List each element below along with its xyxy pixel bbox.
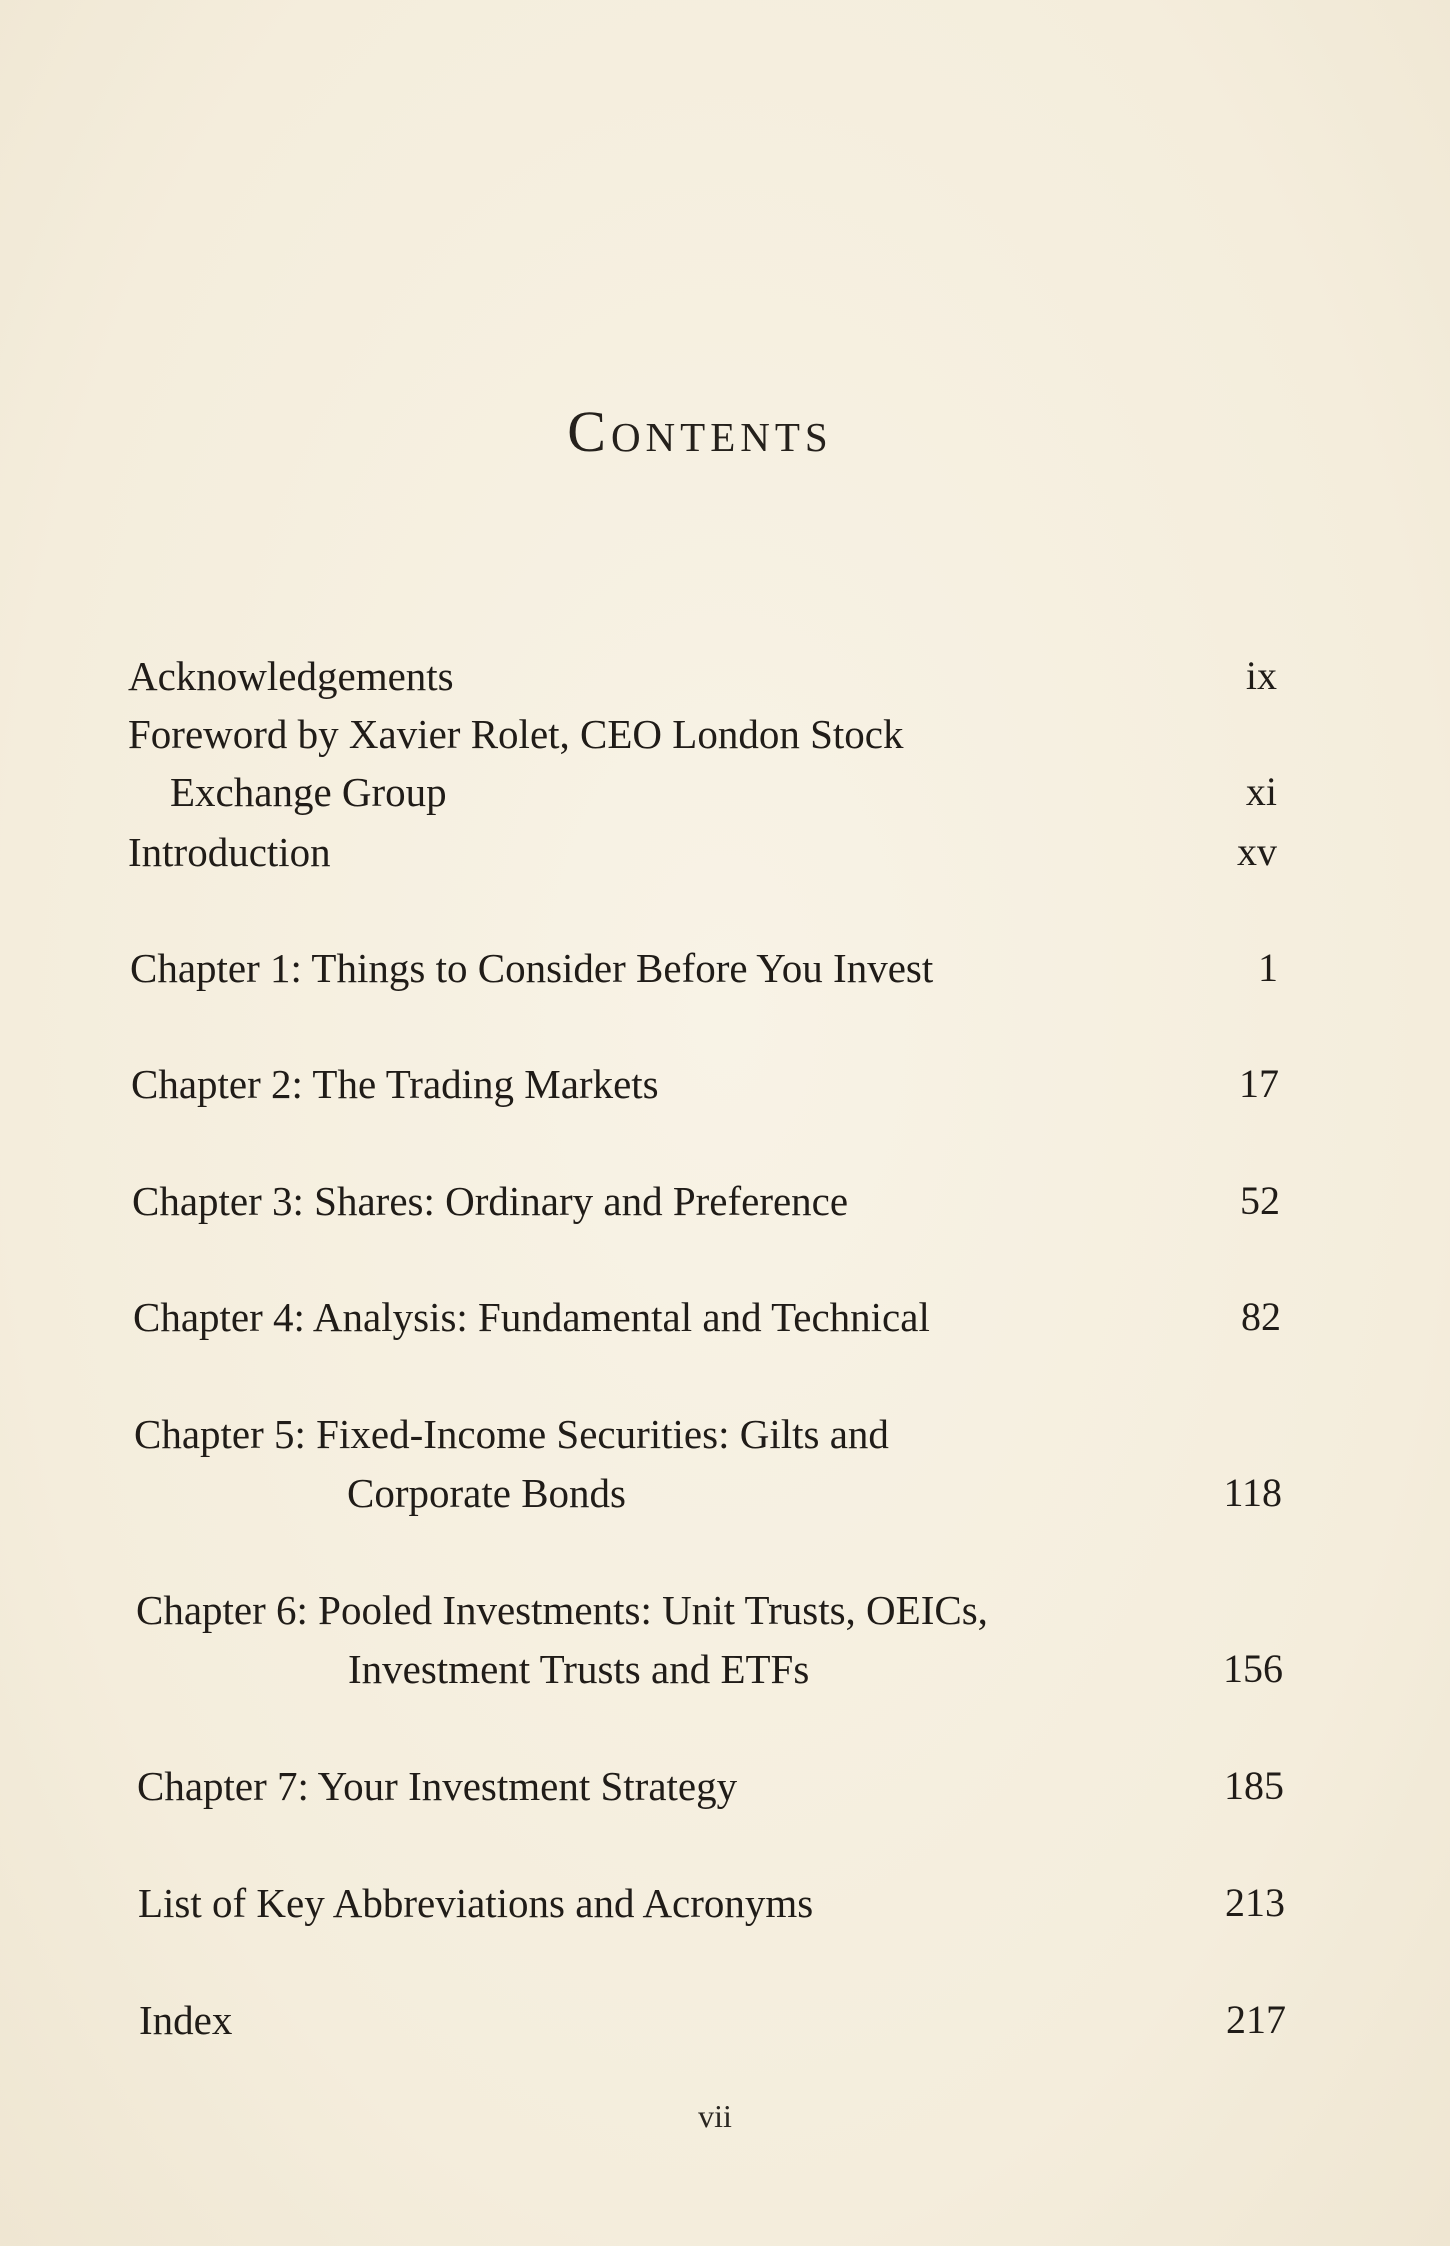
toc-page-foreword: xi	[1245, 769, 1277, 814]
toc-page-index: 217	[1226, 1997, 1286, 2042]
toc-page-chapter-6: 156	[1223, 1646, 1283, 1691]
toc-entry-chapter-3: Chapter 3: Shares: Ordinary and Preference	[132, 1178, 849, 1224]
toc-entry-foreword: Foreword by Xavier Rolet, CEO London Stock	[128, 711, 904, 757]
toc-entry-chapter-6-continued: Investment Trusts and ETFs	[348, 1646, 810, 1692]
toc-entry-acknowledgements: Acknowledgements	[128, 653, 454, 699]
toc-page-introduction: xv	[1237, 829, 1277, 874]
toc-entry-abbreviations: List of Key Abbreviations and Acronyms	[138, 1880, 814, 1926]
toc-entry-chapter-2: Chapter 2: The Trading Markets	[131, 1061, 659, 1107]
page-number: vii	[698, 2098, 732, 2134]
toc-page-acknowledgements: ix	[1245, 653, 1277, 698]
toc-page-chapter-3: 52	[1240, 1178, 1280, 1223]
toc-page-chapter-7: 185	[1224, 1763, 1284, 1808]
toc-page-abbreviations: 213	[1225, 1880, 1285, 1925]
toc-entry-chapter-1: Chapter 1: Things to Consider Before You Invest	[130, 945, 934, 991]
toc-entry-index: Index	[139, 1997, 233, 2043]
toc-entry-foreword-continued: Exchange Group	[170, 769, 447, 815]
toc-entry-chapter-7: Chapter 7: Your Investment Strategy	[137, 1763, 738, 1809]
toc-page-chapter-5: 118	[1223, 1470, 1282, 1515]
toc-page-chapter-2: 17	[1239, 1061, 1279, 1106]
toc-entry-chapter-6: Chapter 6: Pooled Investments: Unit Trusts, OEICs,	[136, 1587, 988, 1633]
toc-entry-chapter-4: Chapter 4: Analysis: Fundamental and Technical	[133, 1294, 930, 1340]
toc-entry-chapter-5-continued: Corporate Bonds	[347, 1470, 626, 1516]
toc-page-chapter-4: 82	[1241, 1294, 1281, 1339]
page-title: Contents	[567, 399, 833, 464]
toc-page-chapter-1: 1	[1258, 945, 1278, 990]
toc-entry-introduction: Introduction	[128, 829, 331, 875]
toc-entry-chapter-5: Chapter 5: Fixed-Income Securities: Gilts and	[134, 1411, 889, 1457]
